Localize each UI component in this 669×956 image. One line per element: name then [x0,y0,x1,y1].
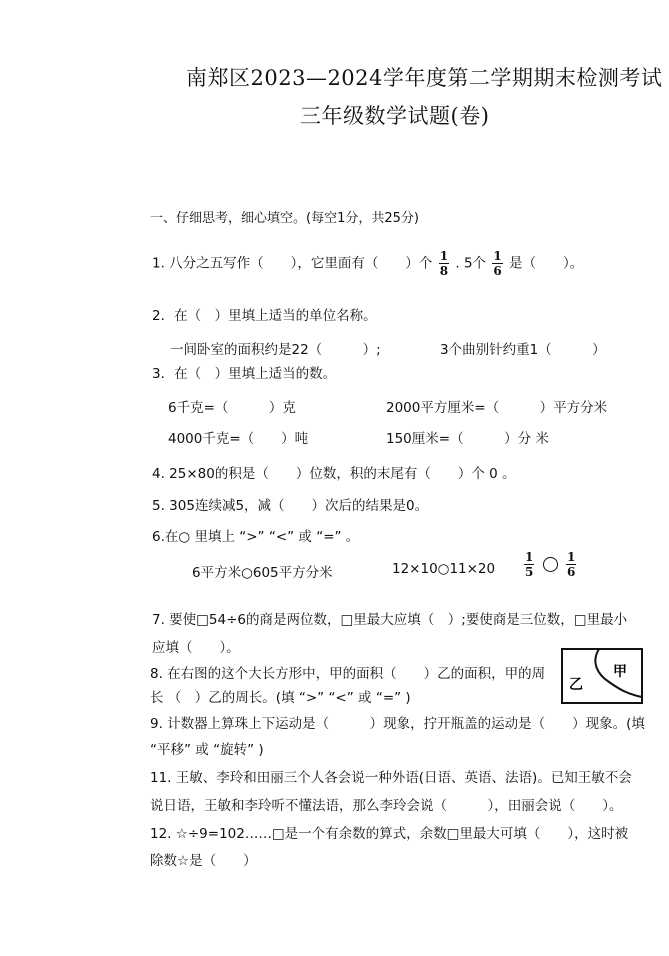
section-heading: 一、仔细思考，细心填空。(每空1分，共25分) [150,211,419,226]
question-2: 2．在（ ）里填上适当的单位名称。 [152,308,377,324]
label-yi: 乙 [569,677,583,693]
q3-row2-a: 4000千克=（ ）吨 [168,431,309,447]
question-3: 3．在（ ）里填上适当的数。 [152,366,337,382]
fraction-denominator: 8 [439,264,449,278]
question-12-line2: 除数☆是（ ） [150,853,257,869]
question-11-line2: 说日语，王敏和李玲听不懂法语，那么李玲会说（ ），田丽会说（ ）。 [150,798,623,814]
question-11-line1: 11. 王敏、李玲和田丽三个人各会说一种外语(日语、英语、法语)。已知王敏不会 [150,770,632,786]
q1-text-a: 1. 八分之五写作（ ），它里面有（ ）个 [152,255,433,272]
question-6: 6.在○ 里填上 “>” “<” 或 “=” 。 [152,529,360,545]
fraction-one-sixth [492,250,502,277]
q3-row1-a: 6千克=（ ）克 [168,400,296,416]
question-4: 4. 25×80的积是（ ）位数，积的末尾有（ ）个 0 。 [152,466,516,482]
fraction-numerator: 1 [566,550,576,564]
question-8-line1: 8. 在右图的这个大长方形中，甲的面积（ ）乙的面积，甲的周 [150,666,546,682]
q1-text-b: . 5个 [455,255,487,272]
fraction-one-fifth [524,551,534,578]
q6-compare-3 [522,551,578,578]
fraction-numerator: 1 [493,249,502,263]
fraction-one-eighth [439,250,449,277]
compare-circle-icon [543,557,558,572]
label-jia: 甲 [613,664,627,680]
fraction-one-sixth [566,551,576,578]
q2-sub-b: 3个曲别针约重1（ ） [440,342,606,358]
q3-row2-b: 150厘米=（ ）分 米 [386,431,549,447]
question-7-line1: 7. 要使□54÷6的商是两位数，□里最大应填（ ）;要使商是三位数，□里最小 [152,612,628,628]
fraction-denominator: 6 [566,565,576,579]
rectangle-figure [561,648,643,704]
q6-compare-1: 6平方米○605平方分米 [192,565,333,581]
exam-title: 南郑区2023—2024学年度第二学期期末检测考试 [186,66,663,90]
q2-sub-a: 一间卧室的面积约是22（ ）; [170,342,381,358]
fraction-denominator: 6 [493,264,502,278]
question-8-line2: 长 （ ）乙的周长。(填 “>” “<” 或 “=” ) [150,690,411,706]
question-9-line2: “平移” 或 “旋转” ) [150,742,264,758]
question-1 [152,250,583,277]
fraction-numerator: 1 [525,550,534,564]
fraction-numerator: 1 [439,249,449,263]
q6-compare-2: 12×10○11×20 [392,561,496,577]
q3-row1-b: 2000平方厘米=（ ）平方分米 [386,400,608,416]
rectangle-diagram [561,648,643,704]
question-12-line1: 12. ☆÷9=102……□是一个有余数的算式，余数□里最大可填（ ），这时被 [150,826,629,842]
exam-subtitle: 三年级数学试题(卷) [300,104,490,128]
question-7-line2: 应填（ ）。 [152,640,240,656]
question-5: 5. 305连续减5，减（ ）次后的结果是0。 [152,498,429,514]
q1-text-c: 是（ ）。 [509,255,584,272]
question-9-line1: 9. 计数器上算珠上下运动是（ ）现象，拧开瓶盖的运动是（ ）现象。(填 [150,716,645,732]
fraction-denominator: 5 [525,565,534,579]
